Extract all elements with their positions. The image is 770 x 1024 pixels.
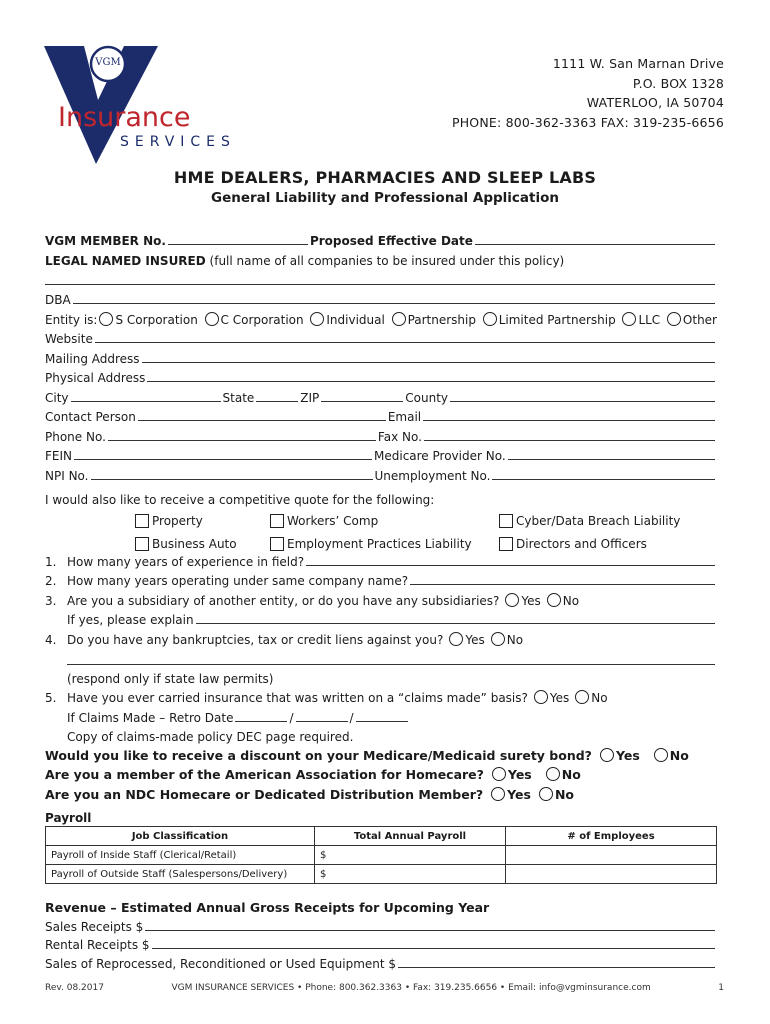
- entity-limited-partnership: Limited Partnership: [498, 312, 616, 327]
- quote-intro-text: I would also like to receive a competitive quote for the following:: [45, 493, 435, 507]
- contact-label: Contact Person: [45, 410, 136, 424]
- quote-cyber: Cyber/Data Breach Liability: [516, 514, 681, 528]
- member-no-label: VGM MEMBER No.: [45, 234, 166, 248]
- q5-row: [45, 687, 717, 705]
- mailing-field[interactable]: [142, 362, 715, 363]
- contact-field[interactable]: [138, 420, 386, 421]
- zip-field[interactable]: [321, 401, 403, 402]
- npi-label: NPI No.: [45, 469, 89, 483]
- legal-name-field-row: [45, 270, 717, 288]
- dba-row: [45, 289, 717, 307]
- county-field[interactable]: [450, 401, 715, 402]
- checkbox-directors[interactable]: [499, 537, 513, 551]
- q3-number: 3.: [45, 594, 57, 608]
- address-line1: 1111 W. San Marnan Drive: [552, 56, 724, 71]
- aahomecare-row: [45, 764, 717, 782]
- medicare-field[interactable]: [508, 459, 715, 460]
- bond-no-label: No: [669, 748, 689, 763]
- address-line2: P.O. BOX 1328: [632, 75, 724, 91]
- medicare-label: Medicare Provider No.: [374, 449, 506, 463]
- table-row: [46, 865, 717, 884]
- payroll-inside-amount[interactable]: $: [315, 846, 506, 865]
- rental-field[interactable]: [152, 948, 715, 949]
- retro-year-field[interactable]: [356, 721, 408, 722]
- fein-label: FEIN: [45, 449, 72, 463]
- state-field[interactable]: [256, 401, 298, 402]
- effective-date-field[interactable]: [475, 244, 715, 245]
- quote-workers-comp: Workers’ Comp: [287, 514, 379, 528]
- q3-no-label: No: [562, 594, 580, 608]
- entity-c-corp: C Corporation: [220, 312, 304, 327]
- payroll-heading-row: [45, 807, 717, 825]
- q3-text: Are you a subsidiary of another entity, or do you have any subsidiaries?: [67, 594, 500, 608]
- q3b-field[interactable]: [196, 623, 715, 624]
- website-label: Website: [45, 332, 93, 346]
- page-footer: [45, 983, 724, 993]
- county-label: County: [405, 391, 449, 405]
- q2-field[interactable]: [410, 584, 715, 585]
- phone-field[interactable]: [108, 440, 376, 441]
- legal-name-label: LEGAL NAMED INSURED: [45, 254, 206, 268]
- bond-row: [45, 745, 717, 763]
- email-label: Email: [387, 410, 422, 424]
- q1-field[interactable]: [306, 565, 715, 566]
- radio-c-corp[interactable]: [205, 312, 219, 326]
- payroll-outside-employees[interactable]: [506, 865, 717, 884]
- bond-no-radio[interactable]: [654, 748, 668, 762]
- q4b-text: (respond only if state law permits): [67, 672, 274, 686]
- physical-label: Physical Address: [45, 371, 146, 385]
- q2-number: 2.: [45, 574, 57, 588]
- state-label: State: [222, 391, 255, 405]
- physical-row: [45, 367, 717, 385]
- q4-field-row: [67, 650, 717, 668]
- ndc-yes-label: Yes: [507, 787, 531, 802]
- npi-field[interactable]: [91, 479, 373, 480]
- form-subtitle: General Liability and Professional Application: [210, 190, 559, 206]
- q3-yes-radio[interactable]: [505, 593, 519, 607]
- address-line3: WATERLOO, IA 50704: [586, 95, 724, 110]
- header-total-payroll: Total Annual Payroll: [315, 827, 506, 846]
- q2-text: How many years operating under same company name?: [67, 574, 409, 588]
- sales-field[interactable]: [145, 930, 715, 931]
- checkbox-business-auto[interactable]: [135, 537, 149, 551]
- header-job-classification: Job Classification: [46, 827, 315, 846]
- dba-field[interactable]: [73, 303, 715, 304]
- entity-other: Other: [682, 312, 717, 327]
- ndc-row: [45, 784, 717, 802]
- ndc-yes-radio[interactable]: [491, 787, 505, 801]
- footer-contact: VGM INSURANCE SERVICES • Phone: 800.362.3363 • Fax: 319.235.6656 • Email: info@vgminsurance.com: [171, 983, 651, 993]
- q4-text: Do you have any bankruptcies, tax or credit liens against you?: [67, 633, 444, 647]
- email-field[interactable]: [423, 420, 715, 421]
- q5-yes-label: Yes: [549, 691, 570, 705]
- company-address: [452, 54, 724, 132]
- quote-property: Property: [152, 514, 203, 528]
- table-row: [46, 846, 717, 865]
- q3-no-radio[interactable]: [547, 593, 561, 607]
- fein-row: [45, 445, 717, 463]
- payroll-header-row: [46, 827, 717, 846]
- revenue-heading: Revenue – Estimated Annual Gross Receipts for Upcoming Year: [45, 900, 490, 915]
- q5-yes-radio[interactable]: [534, 690, 548, 704]
- q4-no-label: No: [506, 633, 524, 647]
- address-line4: PHONE: 800-362-3363 FAX: 319-235-6656: [451, 114, 724, 130]
- q5c-text: Copy of claims-made policy DEC page required.: [67, 730, 354, 744]
- q2-row: [45, 570, 717, 588]
- aahomecare-question: Are you a member of the American Association for Homecare?: [45, 767, 484, 782]
- ndc-no-radio[interactable]: [539, 787, 553, 801]
- quote-intro: [45, 489, 717, 507]
- contact-row: [45, 406, 717, 424]
- logo-services: SERVICES: [120, 134, 236, 150]
- q5-no-radio[interactable]: [575, 690, 589, 704]
- effective-date-label: Proposed Effective Date: [309, 234, 473, 248]
- q4-explain-field[interactable]: [67, 664, 715, 665]
- rental-row: [45, 934, 717, 952]
- quote-epl: Employment Practices Liability: [287, 537, 472, 551]
- fax-label: Fax No.: [377, 430, 422, 444]
- repro-label: Sales of Reprocessed, Reconditioned or Used Equipment $: [45, 957, 397, 971]
- checkbox-workers-comp[interactable]: [270, 514, 284, 528]
- q4-yes-label: Yes: [465, 633, 485, 647]
- form-title: HME DEALERS, PHARMACIES AND SLEEP LABS: [173, 168, 597, 187]
- dba-label: DBA: [45, 293, 71, 307]
- logo-letters: VGM: [95, 57, 121, 68]
- q1-text: How many years of experience in field?: [67, 555, 305, 569]
- website-row: [45, 328, 717, 346]
- q1-row: [45, 551, 717, 569]
- legal-name-field[interactable]: [45, 284, 715, 285]
- entity-row: [45, 309, 717, 327]
- city-row: [45, 387, 717, 405]
- bond-yes-label: Yes: [615, 748, 640, 763]
- q1-number: 1.: [45, 555, 57, 569]
- unemployment-label: Unemployment No.: [374, 469, 491, 483]
- retro-month-field[interactable]: [235, 721, 287, 722]
- legal-name-row: [45, 250, 717, 268]
- q5-no-label: No: [591, 691, 608, 705]
- aahomecare-yes-radio[interactable]: [492, 767, 506, 781]
- city-label: City: [45, 391, 69, 405]
- q4-yes-radio[interactable]: [449, 632, 463, 646]
- payroll-inside-employees[interactable]: [506, 846, 717, 865]
- repro-row: [45, 953, 717, 971]
- checkbox-property[interactable]: [135, 514, 149, 528]
- radio-individual[interactable]: [310, 312, 324, 326]
- q3b-row: [67, 609, 717, 627]
- entity-label: Entity is:: [45, 312, 98, 327]
- member-no-field[interactable]: [168, 244, 308, 245]
- checkbox-cyber[interactable]: [499, 514, 513, 528]
- npi-row: [45, 465, 717, 483]
- phone-label: Phone No.: [45, 430, 106, 444]
- q4-number: 4.: [45, 633, 57, 647]
- q5b-row: If Claims Made – Retro Date / /: [67, 707, 717, 725]
- member-row: [45, 230, 717, 248]
- logo-brand: Insurance: [58, 102, 191, 133]
- mailing-row: [45, 348, 717, 366]
- q4b-row: [67, 668, 717, 686]
- payroll-inside-label: Payroll of Inside Staff (Clerical/Retail): [46, 846, 315, 865]
- payroll-outside-amount[interactable]: $: [315, 865, 506, 884]
- city-field[interactable]: [71, 401, 221, 402]
- q5b-text: If Claims Made – Retro Date: [67, 711, 234, 725]
- fein-field[interactable]: [74, 459, 372, 460]
- checkbox-epl[interactable]: [270, 537, 284, 551]
- fax-field[interactable]: [424, 440, 715, 441]
- q4-no-radio[interactable]: [491, 632, 505, 646]
- q4-row: [45, 629, 717, 647]
- entity-s-corp: S Corporation: [115, 312, 198, 327]
- q3-yes-label: Yes: [521, 594, 541, 608]
- radio-limited-partnership[interactable]: [483, 312, 497, 326]
- q5-text: Have you ever carried insurance that was written on a “claims made” basis?: [67, 691, 528, 705]
- radio-partnership[interactable]: [392, 312, 406, 326]
- aahomecare-no-radio[interactable]: [546, 767, 560, 781]
- mailing-label: Mailing Address: [45, 352, 140, 366]
- physical-field[interactable]: [147, 381, 715, 382]
- rental-label: Rental Receipts $: [45, 938, 150, 952]
- radio-other[interactable]: [667, 312, 681, 326]
- entity-llc: LLC: [638, 312, 661, 327]
- payroll-table: [45, 826, 717, 884]
- footer-page-number: 1: [718, 983, 724, 993]
- aahomecare-yes-label: Yes: [507, 767, 532, 782]
- ndc-question: Are you an NDC Homecare or Dedicated Distribution Member?: [45, 787, 484, 802]
- payroll-heading: Payroll: [45, 811, 92, 825]
- revenue-heading-row: [45, 897, 717, 915]
- radio-llc[interactable]: [622, 312, 636, 326]
- quote-business-auto: Business Auto: [152, 537, 237, 551]
- q5-number: 5.: [45, 691, 57, 705]
- entity-individual: Individual: [326, 312, 385, 327]
- unemployment-field[interactable]: [492, 479, 715, 480]
- repro-field[interactable]: [398, 967, 715, 968]
- q5c-row: [67, 726, 717, 744]
- ndc-no-label: No: [554, 787, 575, 802]
- footer-rev: Rev. 08.2017: [45, 983, 104, 993]
- sales-row: [45, 916, 717, 934]
- retro-day-field[interactable]: [296, 721, 348, 722]
- q3b-text: If yes, please explain: [67, 613, 194, 627]
- sales-label: Sales Receipts $: [45, 920, 144, 934]
- website-field[interactable]: [95, 342, 715, 343]
- quote-directors: Directors and Officers: [516, 537, 647, 551]
- radio-s-corp[interactable]: [99, 312, 113, 326]
- entity-partnership: Partnership: [407, 312, 476, 327]
- header-employees: # of Employees: [506, 827, 717, 846]
- phone-row: [45, 426, 717, 444]
- aahomecare-no-label: No: [561, 767, 581, 782]
- legal-name-note: (full name of all companies to be insured under this policy): [209, 254, 565, 268]
- bond-question: Would you like to receive a discount on your Medicare/Medicaid surety bond?: [45, 748, 592, 763]
- zip-label: ZIP: [300, 391, 320, 405]
- vgm-logo: [38, 40, 258, 170]
- bond-yes-radio[interactable]: [600, 748, 614, 762]
- payroll-outside-label: Payroll of Outside Staff (Salespersons/Delivery): [46, 865, 315, 884]
- q3-row: [45, 590, 717, 608]
